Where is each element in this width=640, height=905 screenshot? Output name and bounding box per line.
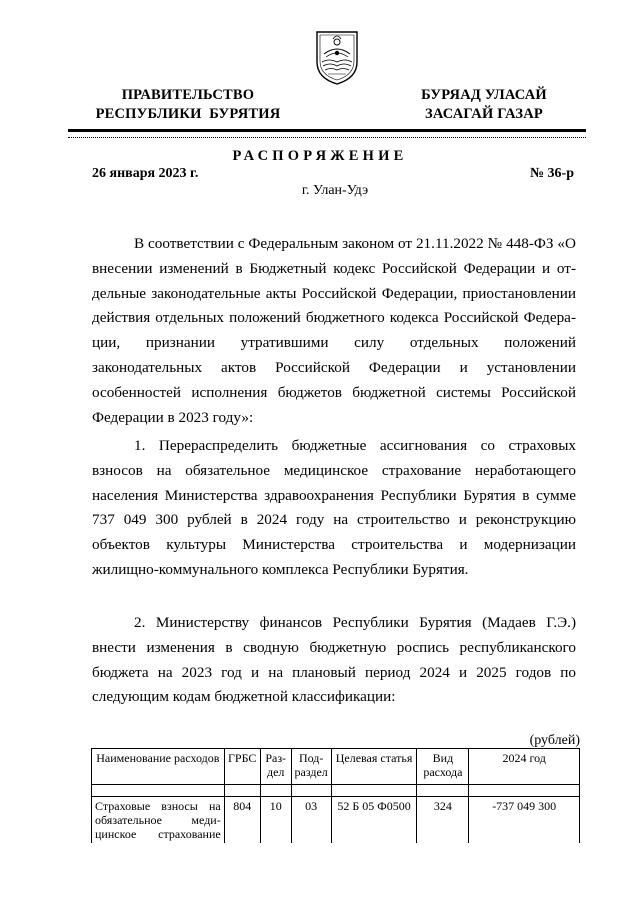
row-celevaya: 52 Б 05 Ф0500: [331, 797, 417, 844]
coat-of-arms-emblem: [313, 28, 361, 86]
document-number: № 36-р: [529, 166, 574, 181]
clause-1-paragraph: 1. Перераспределить бюджетные ассигнования со страховых взносов на обязательное медицинское страхование неработающего населения Министерства здравоохранения Республики Бурятия в сумме 737 049 300 рублей в 2024 году на строительство и реконструкцию объектов культуры Министерства строительства и модернизации жилищно-коммунального комплекса Республики Бурятия.: [92, 437, 576, 578]
row-name: Страховые взносы на обязательное медицинское страхование: [92, 797, 225, 844]
header-thick-rule: [68, 129, 586, 132]
header-name: Наименование расходов: [92, 749, 225, 785]
document-title: РАСПОРЯЖЕНИЕ: [232, 148, 408, 164]
row-razdel: 10: [260, 797, 291, 844]
header-year: 2024 год: [469, 749, 580, 785]
preamble-paragraph: В соответствии с Федеральным законом от 21.11.2022 № 448-ФЗ «О внесении изменений в Бюджетный кодекс Российской Федерации и отдельные законодательные акты Российской Федерации, приостановлении действия отдельных положений бюджетного кодекса Российской Федерации, признании утратившими силу отдельных положений законодательных актов Российской Федерации и установлении особенностей исполнения бюджетов бюджетной системы Российской Федерации в 2023 году»:: [92, 235, 576, 426]
clause-2-paragraph: 2. Министерству финансов Республики Бурятия (Мадаев Г.Э.) внести изменения в сводную бюджетную роспись республиканского бюджета на 2023 год и на плановый период 2024 и 2025 годов по следующим кодам бюджетной классификации:: [92, 614, 576, 706]
table-unit-label: (рублей): [529, 733, 580, 748]
gov-ru-line1: ПРАВИТЕЛЬСТВО: [121, 87, 255, 103]
gov-ru-line2: РЕСПУБЛИКИ БУРЯТИЯ: [95, 106, 281, 122]
government-name-russian: [88, 86, 288, 124]
gov-bur-line1: БУРЯАД УЛАСАЙ: [421, 87, 547, 103]
document-city: г. Улан-Удэ: [301, 183, 369, 198]
gov-bur-line2: ЗАСАГАЙ ГАЗАР: [425, 106, 543, 122]
header-vid: Вид расхода: [417, 749, 469, 785]
header-dotted-rule: [68, 137, 586, 138]
table-spacer-row: [92, 785, 580, 797]
row-podrazdel: 03: [291, 797, 331, 844]
row-vid: 324: [417, 797, 469, 844]
header-grbs: ГРБС: [224, 749, 260, 785]
header-razdel: Раз-дел: [260, 749, 291, 785]
row-grbs: 804: [224, 797, 260, 844]
row-amount: -737 049 300: [469, 797, 580, 844]
document-date: 26 января 2023 г.: [92, 166, 199, 181]
header-celevaya: Целевая статья: [331, 749, 417, 785]
table-row: [92, 797, 580, 844]
budget-classification-table: [91, 748, 580, 843]
header-podrazdel: Под-раздел: [291, 749, 331, 785]
government-name-buryat: [404, 86, 564, 124]
table-header-row: [92, 749, 580, 785]
